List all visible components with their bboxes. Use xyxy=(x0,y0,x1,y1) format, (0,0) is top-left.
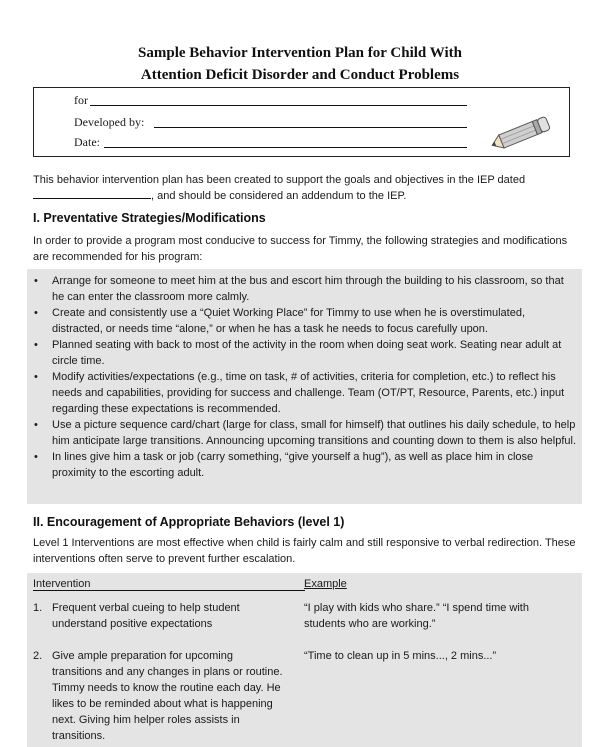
list-item-text: Planned seating with back to most of the activity in the room when doing seat work. Seating near adult at circle time. xyxy=(52,339,562,367)
intro-text-end: , and should be considered an addendum to the IEP. xyxy=(151,190,407,202)
row-1-number: 1. xyxy=(33,602,43,614)
list-item xyxy=(33,273,578,305)
title-line-2: Attention Deficit Disorder and Conduct Problems xyxy=(140,67,460,83)
developed-by-label: Developed by: xyxy=(74,115,145,129)
for-line xyxy=(90,105,467,106)
list-item-text: In lines give him a task or job (carry something, “give yourself a hug”), as well as place him in close proximity to the escorting adult. xyxy=(52,451,534,479)
strategies-list xyxy=(33,273,578,481)
developed-by-field xyxy=(74,113,144,131)
list-item xyxy=(33,305,578,337)
bullet-mark: • xyxy=(34,339,38,351)
list-item-text: Create and consistently use a “Quiet Working Place” for Timmy to use when he is overstimulated, distracted, or needs time “alone,” or when he has a task he needs to focus carefully upon. xyxy=(52,307,526,335)
section-2-heading: II. Encouragement of Appropriate Behaviors (level 1) xyxy=(33,515,345,529)
bullet-mark: • xyxy=(34,419,38,431)
list-item xyxy=(33,337,578,369)
bullet-mark: • xyxy=(34,371,38,383)
for-field xyxy=(74,91,88,109)
example-column-header: Example xyxy=(304,578,347,590)
list-item xyxy=(33,369,578,417)
list-item xyxy=(33,417,578,449)
intro-paragraph xyxy=(33,172,578,204)
list-item-text: Modify activities/expectations (e.g., time on task, # of activities, criteria for completion, etc.) to reflect his needs and capabilities, providing for success and challenge. Team (OT/PT, Resource, Parents, etc.) input regarding these expectations is recommended. xyxy=(52,371,565,415)
list-item xyxy=(33,449,578,481)
column-header-rule xyxy=(33,590,305,591)
date-label: Date: xyxy=(74,135,100,149)
iep-date-blank xyxy=(33,188,151,199)
section-1-heading: I. Preventative Strategies/Modifications xyxy=(33,211,266,225)
section-2-lead: Level 1 Interventions are most effective when child is fairly calm and still responsive to verbal redirection. These interventions often serve to prevent further escalation. xyxy=(33,537,576,565)
date-line xyxy=(104,147,467,148)
document-title xyxy=(0,42,600,86)
list-item-text: Arrange for someone to meet him at the bus and escort him through the building to his classroom, so that he can enter the classroom more calmly. xyxy=(52,275,564,303)
for-label: for xyxy=(74,93,88,107)
list-item-text: Use a picture sequence card/chart (large for class, small for himself) that outlines his daily schedule, to help him anticipate large transitions. Announcing upcoming transitions and counting down to them is also helpful. xyxy=(52,419,577,447)
date-field xyxy=(74,133,100,151)
intervention-column-header: Intervention xyxy=(33,578,91,590)
developed-by-line xyxy=(154,127,467,128)
row-1-intervention: Frequent verbal cueing to help student understand positive expectations xyxy=(52,602,240,630)
title-line-1: Sample Behavior Intervention Plan for Child With xyxy=(138,45,462,61)
section-1-lead: In order to provide a program most conducive to success for Timmy, the following strategies and modifications are recommended for his program: xyxy=(33,235,568,263)
bullet-mark: • xyxy=(34,451,38,463)
intro-text-start: This behavior intervention plan has been created to support the goals and objectives in the IEP dated xyxy=(33,174,526,186)
bullet-mark: • xyxy=(34,307,38,319)
row-2-intervention: Give ample preparation for upcoming transitions and any changes in plans or routine. Timmy needs to know the routine each day. He likes to be reminded about what is happening next. Giving him helper roles assists in transitions. xyxy=(52,650,283,742)
row-1-example: “I play with kids who share.” “I spend time with students who are working.” xyxy=(304,602,529,630)
row-2-number: 2. xyxy=(33,650,43,662)
pencil-icon xyxy=(484,110,556,158)
bullet-mark: • xyxy=(34,275,38,287)
row-2-example: “Time to clean up in 5 mins..., 2 mins...” xyxy=(304,650,497,662)
